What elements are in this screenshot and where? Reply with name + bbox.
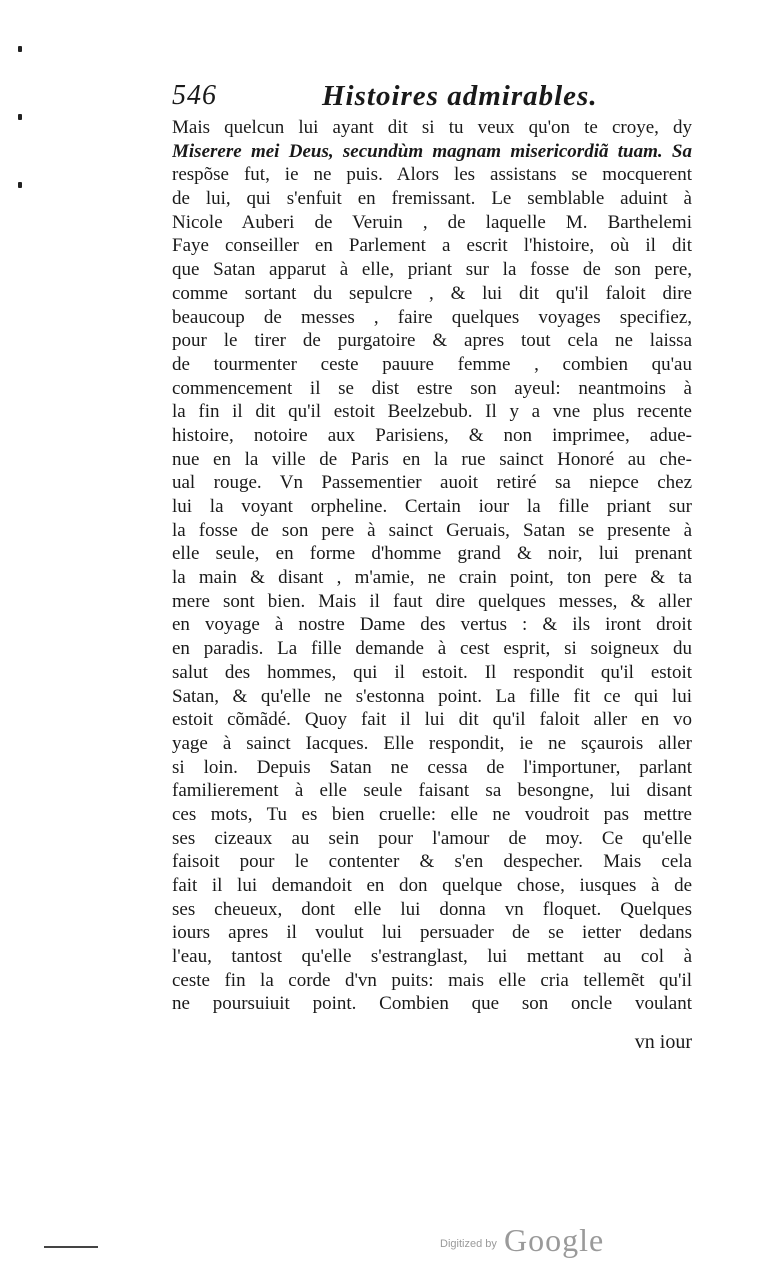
text-line: histoire, notoire aux Parisiens, & non imprimee, adue-	[172, 424, 692, 446]
body-text	[172, 116, 692, 1016]
text-line: Satan, & qu'elle ne s'estonna point. La fille fit ce qui lui	[172, 685, 692, 707]
google-watermark	[440, 1222, 610, 1262]
text-line: fait il lui demandoit en don quelque chose, iusques à de	[172, 875, 692, 896]
text-line: l'eau, tantost qu'elle s'estranglast, lui mettant au col à	[172, 946, 692, 968]
text-line: salut des hommes, qui il estoit. Il respondit qu'il estoit	[172, 661, 692, 683]
text-line: la fosse de son pere à sainct Geruais, Satan se presente à	[172, 519, 692, 541]
text-line: lui la voyant orpheline. Certain iour la fille priant sur	[172, 496, 692, 517]
text-line: pour le tirer de purgatoire & apres tout cela ne laissa	[172, 330, 692, 352]
text-line: familierement à elle seule faisant sa besongne, lui disant	[172, 780, 692, 802]
watermark-google-logo: Google	[504, 1222, 605, 1258]
text-line: la main & disant , m'amie, ne crain point, ton pere & ta	[172, 567, 692, 589]
text-line: elle seule, en forme d'homme grand & noir, lui prenant	[172, 543, 692, 565]
text-line: Nicole Auberi de Veruin , de laquelle M. Barthelemi	[172, 211, 692, 233]
running-title: Histoires admirables.	[322, 80, 598, 112]
text-line: ces mots, Tu es bien cruelle: elle ne voudroit pas mettre	[172, 803, 692, 825]
text-line: en voyage à nostre Dame des vertus : & ils iront droit	[172, 614, 692, 636]
text-line: ceste fin la corde d'vn puits: mais elle cria tellemẽt qu'il	[172, 969, 692, 991]
text-line: que Satan apparut à elle, priant sur la fosse de son pere,	[172, 259, 692, 281]
watermark-digitized-by: Digitized by	[440, 1238, 497, 1250]
ink-mark	[18, 46, 22, 52]
catchword: vn iour	[634, 1031, 692, 1053]
text-line: beaucoup de messes , faire quelques voyages specifiez,	[172, 306, 692, 328]
page-number: 546	[172, 80, 217, 111]
text-line: en paradis. La fille demande à cest esprit, si soigneux du	[172, 638, 692, 660]
text-line: nue en la ville de Paris en la rue sainct Honoré au che-	[172, 448, 692, 470]
text-line: si loin. Depuis Satan ne cessa de l'importuner, parlant	[172, 756, 692, 778]
text-line: ses cizeaux au sein pour l'amour de moy. Ce qu'elle	[172, 827, 692, 849]
text-line: Miserere mei Deus, secundùm magnam misericordiã tuam. Sa	[172, 140, 692, 162]
text-line: yage à sainct Iacques. Elle respondit, ie ne sçaurois aller	[172, 732, 692, 754]
text-line: estoit cõmãdé. Quoy fait il lui dit qu'il faloit aller en vo	[172, 709, 692, 731]
text-line: de lui, qui s'enfuit en fremissant. Le semblable aduint à	[172, 188, 692, 210]
text-line: Mais quelcun lui ayant dit si tu veux qu'on te croye, dy	[172, 117, 692, 138]
text-line: iours apres il voulut lui persuader de se ietter dedans	[172, 922, 692, 944]
text-line: ne poursuiuit point. Combien que son oncle voulant	[172, 993, 692, 1015]
text-line: comme sortant du sepulcre , & lui dit qu'il faloit dire	[172, 282, 692, 304]
text-line: faisoit pour le contenter & s'en despecher. Mais cela	[172, 851, 692, 873]
text-line: respõse fut, ie ne puis. Alors les assistans se mocquerent	[172, 164, 692, 186]
margin-ink-marks	[18, 40, 28, 1240]
text-line: ual rouge. Vn Passementier auoit retiré sa niepce chez	[172, 472, 692, 494]
bottom-ink-mark	[44, 1246, 98, 1248]
ink-mark	[18, 114, 22, 120]
text-line: ses cheueux, dont elle lui donna vn floquet. Quelques	[172, 898, 692, 920]
text-line: la fin il dit qu'il estoit Beelzebub. Il y a vne plus recente	[172, 401, 692, 423]
page-header	[172, 80, 692, 116]
text-line: mere sont bien. Mais il faut dire quelques messes, & aller	[172, 590, 692, 612]
text-line: commencement il se dist estre son ayeul: neantmoins à	[172, 377, 692, 399]
text-line: Faye conseiller en Parlement a escrit l'histoire, où il dit	[172, 235, 692, 257]
text-line: de tourmenter ceste pauure femme , combien qu'au	[172, 353, 692, 375]
ink-mark	[18, 182, 22, 188]
